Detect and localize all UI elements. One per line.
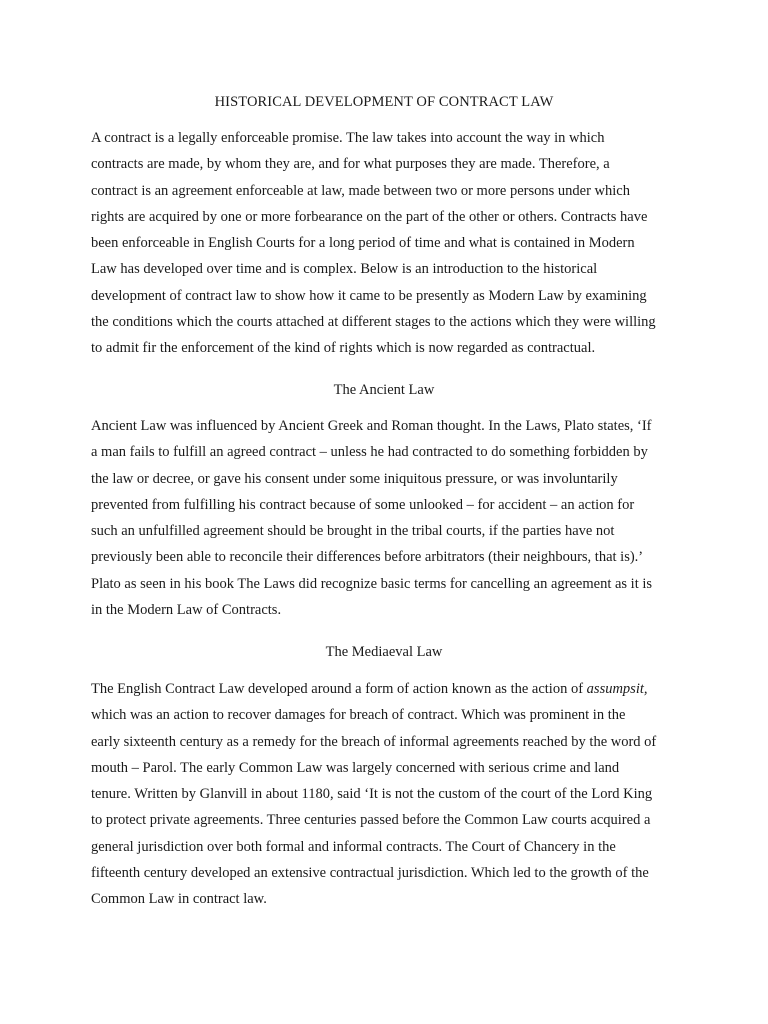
paragraph-first-line: [91, 676, 691, 702]
section-heading-ancient-law: The Ancient Law: [333, 382, 435, 398]
paragraph-line: been enforceable in English Courts for a long period of time and what is contained in Modern: [91, 235, 635, 252]
paragraph-line: the conditions which the courts attached at different stages to the actions which they were willing: [91, 314, 656, 331]
paragraph-line: to admit fir the enforcement of the kind of rights which is now regarded as contractual.: [91, 340, 596, 357]
paragraph-line-text: The English Contract Law developed around a form of action known as the action of: [91, 681, 587, 697]
italic-term-assumpsit: assumpsit,: [586, 681, 648, 697]
paragraph-line: mouth – Parol. The early Common Law was largely concerned with serious crime and land: [91, 759, 620, 776]
paragraph-line: such an unfulfilled agreement should be brought in the tribal courts, if the parties have not: [91, 523, 615, 540]
paragraph-line: development of contract law to show how it came to be presently as Modern Law by examining: [91, 287, 647, 304]
paragraph-line: general jurisdiction over both formal and informal contracts. The Court of Chancery in the: [91, 838, 616, 855]
document-title: HISTORICAL DEVELOPMENT OF CONTRACT LAW: [214, 94, 554, 110]
paragraph-line: the law or decree, or gave his consent under some iniquitous pressure, or was involuntarily: [91, 470, 618, 487]
paragraph-line: a man fails to fulfill an agreed contract – unless he had contracted to do something forbidden by: [91, 444, 648, 461]
paragraph-line: which was an action to recover damages for breach of contract. Which was prominent in the: [91, 707, 626, 724]
paragraph-line: contract is an agreement enforceable at law, made between two or more persons under which: [91, 182, 630, 199]
paragraph-line: in the Modern Law of Contracts.: [91, 602, 282, 619]
paragraph-line: A contract is a legally enforceable promise. The law takes into account the way in which: [91, 130, 605, 146]
paragraph-line: Law has developed over time and is complex. Below is an introduction to the historical: [91, 261, 598, 278]
intro-paragraph: [91, 125, 691, 362]
paragraph-line: Plato as seen in his book The Laws did recognize basic terms for cancelling an agreement as it is: [91, 575, 653, 592]
section-heading-mediaeval-law: The Mediaeval Law: [325, 644, 443, 660]
mediaeval-law-paragraph: [91, 676, 691, 913]
paragraph-line: Common Law in contract law.: [91, 891, 267, 908]
paragraph-line: Ancient Law was influenced by Ancient Greek and Roman thought. In the Laws, Plato states, ‘If: [91, 418, 652, 434]
ancient-law-paragraph: [91, 413, 691, 623]
paragraph-line: contracts are made, by whom they are, and for what purposes they are made. Therefore, a: [91, 156, 610, 173]
paragraph-line: tenure. Written by Glanvill in about 1180, said ‘It is not the custom of the court of the Lord King: [91, 786, 653, 803]
paragraph-line: prevented from fulfilling his contract because of some unlooked – for accident – an action for: [91, 496, 635, 513]
paragraph-line: fifteenth century developed an extensive contractual jurisdiction. Which led to the growth of the: [91, 865, 649, 882]
paragraph-line: previously been able to reconcile their differences before arbitrators (their neighbours, that is).’: [91, 549, 644, 566]
paragraph-line: early sixteenth century as a remedy for the breach of informal agreements reached by the word of: [91, 733, 657, 750]
paragraph-line: to protect private agreements. Three centuries passed before the Common Law courts acquired a: [91, 812, 651, 829]
paragraph-line: rights are acquired by one or more forbearance on the part of the other or others. Contracts have: [91, 208, 648, 225]
